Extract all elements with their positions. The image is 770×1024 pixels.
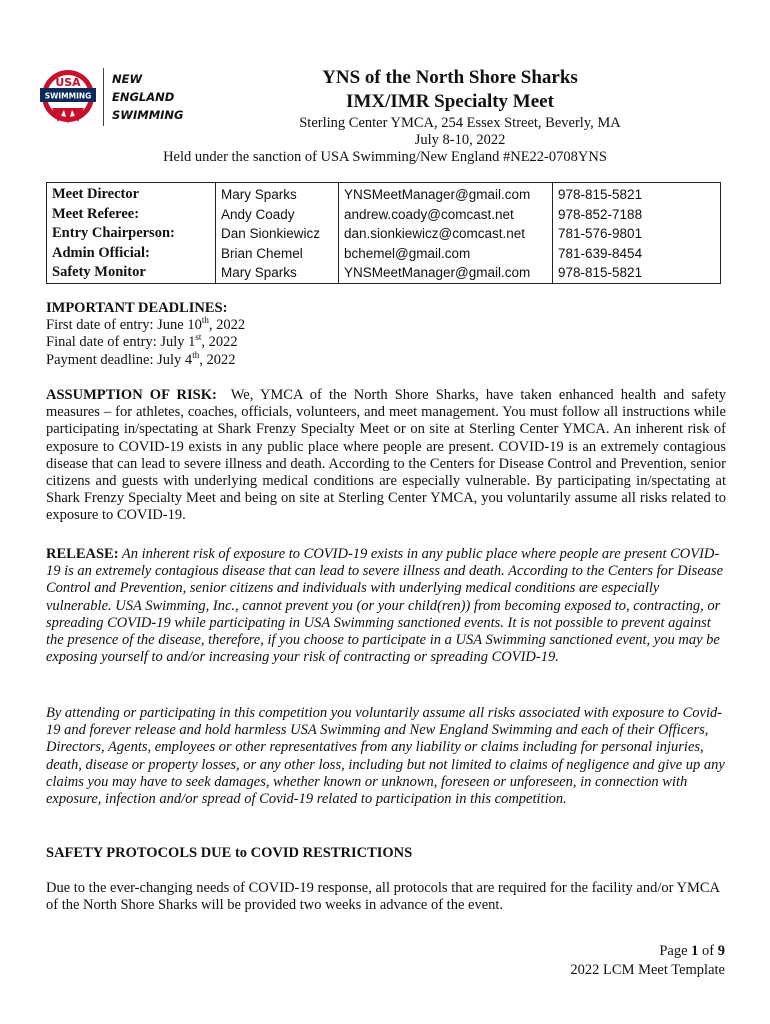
sanction-line: Held under the sanction of USA Swimming/New England #NE22-0708YNS — [163, 149, 607, 165]
release-section — [46, 546, 726, 666]
meet-location: Sterling Center YMCA, 254 Essex Street, Beverly, MA — [299, 115, 621, 131]
release-text: An inherent risk of exposure to COVID-19 exists in any public place where people are present COVID-19 is an extremely contagious disease that can lead to severe illness and death. According to the Centers for Disease Control and Prevention, senior citizens and individuals with underlying medical conditions are especially vulnerable. USA Swimming, Inc., cannot prevent you (or your child(ren)) from becoming exposed to, contracting, or spreading COVID-19 while participating in USA Swimming sanctioned events. It is not possible to prevent against the presence of the disease, therefore, if you choose to participate in a USA Swimming sanctioned event, you may be exposing yourself to and/or increasing your risk of contracting or spreading COVID-19. — [46, 546, 724, 666]
assumption-of-risk-section — [46, 387, 726, 525]
officials-table — [46, 182, 721, 284]
official-phone: 978-815-5821 — [558, 187, 643, 202]
official-name: Andy Coady — [221, 206, 295, 222]
role-label: Entry Chairperson: — [52, 225, 175, 241]
release-label: RELEASE: — [46, 546, 119, 562]
deadlines-heading: IMPORTANT DEADLINES: — [46, 300, 228, 316]
logo-divider — [103, 68, 104, 126]
assumption-text: We, YMCA of the North Shore Sharks, have taken enhanced health and safety measures – for athletes, coaches, officials, volunteers, and meet management. You must follow all instructions while participating in/spectating at Shark Frenzy Specialty Meet or on site at Sterling Center YMCA. An inherent risk of exposure to COVID-19 exists in any public place where people are present. COVID-19 is an extremely contagious disease that can lead to severe illness and death. According to the Centers for Disease Control and Prevention, senior citizens and guests with underlying medical conditions are especially vulnerable. By participating in/spectating at Shark Frenzy Specialty Meet and being on site at Sterling Center YMCA, you voluntarily assume all risks related to exposure to COVID-19. — [46, 387, 726, 524]
official-phone: 781-639-8454 — [558, 245, 643, 261]
emails-cell — [339, 183, 553, 284]
assumption-label: ASSUMPTION OF RISK: — [46, 387, 217, 403]
safety-text: Due to the ever-changing needs of COVID-19 response, all protocols that are required for the facility and/or YMCA of the North Shore Sharks will be provided two weeks in advance of the event. — [46, 880, 720, 914]
official-name: Brian Chemel — [221, 245, 303, 261]
logo-text-line1: NEW — [112, 72, 143, 86]
role-label: Admin Official: — [52, 244, 150, 261]
phones-cell — [553, 183, 721, 284]
safety-heading: SAFETY PROTOCOLS DUE to COVID RESTRICTIONS — [46, 845, 413, 861]
official-email: bchemel@gmail.com — [344, 245, 471, 261]
deadline-final-entry: Final date of entry: July 1st, 2022 — [46, 332, 238, 351]
role-label: Meet Referee: — [52, 205, 140, 222]
meet-title: YNS of the North Shore Sharks — [322, 67, 578, 88]
role-label: Meet Director — [52, 186, 140, 202]
logo-text-line3: SWIMMING — [112, 108, 184, 122]
official-email: andrew.coady@comcast.net — [344, 206, 514, 222]
deadlines-section — [46, 300, 726, 369]
official-name: Mary Sparks — [221, 265, 297, 280]
official-email: YNSMeetManager@gmail.com — [344, 265, 531, 280]
names-cell — [216, 183, 339, 284]
official-email: dan.sionkiewicz@comcast.net — [344, 226, 526, 241]
roles-cell — [47, 183, 216, 284]
logo-text — [112, 70, 183, 124]
footer-template-name: 2022 LCM Meet Template — [570, 962, 725, 978]
logo-text-line2: ENGLAND — [112, 90, 175, 104]
official-name: Dan Sionkiewicz — [221, 226, 321, 241]
official-email: YNSMeetManager@gmail.com — [344, 187, 531, 202]
official-name: Mary Sparks — [221, 187, 297, 202]
meet-dates: July 8-10, 2022 — [414, 132, 506, 148]
logo-badge-points — [52, 108, 84, 124]
meet-subtitle: IMX/IMR Specialty Meet — [346, 91, 554, 112]
role-label: Safety Monitor — [52, 264, 146, 280]
officials-table-row — [47, 183, 721, 284]
official-phone: 978-815-5821 — [558, 265, 643, 280]
official-phone: 978-852-7188 — [558, 206, 643, 222]
attending-paragraph: By attending or participating in this competition you voluntarily assume all risks associated with exposure to Covid-19 and forever release and hold harmless USA Swimming and New England Swimming and each of their Officers, Directors, Agents, employees or other representatives from any liability or claims including for personal injuries, death, disease or property losses, or any other loss, including but not limited to claims of negligence and give up any claims you may have to seek damages, whether known or unknown, foreseen or unforeseen, in connection with exposure, infection and/or spread of Covid-19 related to participation in this competition. — [46, 705, 725, 808]
logo-badge-swimming: SWIMMING — [44, 91, 92, 101]
deadline-payment: Payment deadline: July 4th, 2022 — [46, 349, 236, 368]
official-phone: 781-576-9801 — [558, 226, 643, 241]
logo-badge-usa: USA — [55, 76, 81, 89]
deadline-first-entry: First date of entry: June 10th, 2022 — [46, 315, 246, 334]
page-number: Page 1 of 9 — [659, 943, 725, 959]
